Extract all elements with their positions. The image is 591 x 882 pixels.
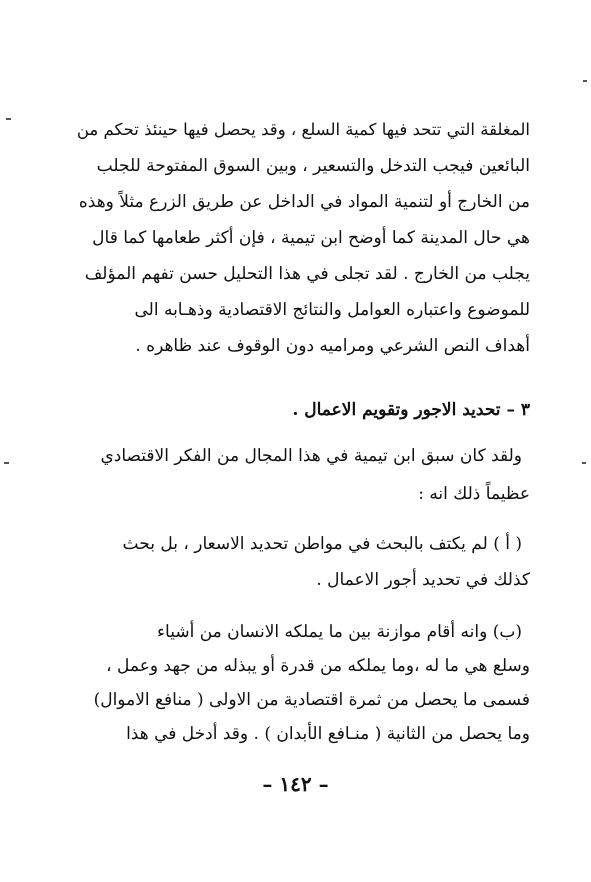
text-line: هي حال المدينة كما أوضح ابن تيمية ، فإن أكثر طعامها كما قال bbox=[92, 228, 530, 248]
text-line: للموضوع واعتباره العوامل والنتائج الاقتصادية وذهـابه الى bbox=[134, 300, 530, 320]
scan-mark-right-top bbox=[583, 80, 587, 82]
text-line: يجلب من الخارج . لقد تجلى في هذا التحليل حسن تفهم المؤلف bbox=[84, 264, 530, 284]
section-heading: ٣ – تحديد الاجور وتقويم الاعمال . bbox=[292, 400, 530, 420]
scan-mark-left-mid bbox=[4, 462, 9, 464]
text-line: أهداف النص الشرعي ومراميه دون الوقوف عند ظاهره . bbox=[135, 336, 530, 356]
text-line: ولقد كان سبق ابن تيمية في هذا المجال من الفكر الاقتصادي bbox=[100, 446, 522, 466]
text-line: المغلقة التي تتحد فيها كمية السلع ، وقد يحصل فيها حينئذ تحكم من bbox=[76, 120, 530, 139]
text-line: (ب) وانه أقام موازنة بين ما يملكه الانسان من أشياء bbox=[157, 622, 522, 642]
text-line: وما يحصل من الثانية ( منـافع الأبدان ) . وقد أدخل في هذا bbox=[126, 724, 530, 744]
list-item-a bbox=[68, 534, 530, 594]
page-number: – ١٤٢ – bbox=[262, 772, 329, 796]
scan-mark-left-top bbox=[6, 118, 11, 120]
text-line: البائعين فيجب التدخل والتسعير ، وبين السوق المفتوحة للجلب bbox=[96, 156, 530, 176]
paragraph-2 bbox=[68, 446, 530, 506]
text-line: وسلع هي ما له ،وما يملكه من قدرة أو يبذله من جهد وعمل ، bbox=[106, 656, 530, 676]
text-line: فسمى ما يحصل من ثمرة اقتصادية من الاولى ( منافع الاموال) bbox=[93, 690, 530, 710]
text-line: ( أ ) لم يكتف بالبحث في مواطن تحديد الاسعار ، بل بحث bbox=[122, 534, 522, 554]
paragraph-1 bbox=[68, 120, 530, 380]
text-line: من الخارج أو لتنمية المواد في الداخل عن طريق الزرع مثلاً وهذه bbox=[78, 192, 530, 212]
text-line: كذلك في تحديد أجور الاعمال . bbox=[316, 570, 530, 590]
list-item-b bbox=[68, 622, 530, 762]
section-heading-container bbox=[68, 400, 530, 424]
scan-mark-right-mid bbox=[582, 462, 586, 464]
text-line: عظيماً ذلك انه : bbox=[418, 484, 530, 504]
